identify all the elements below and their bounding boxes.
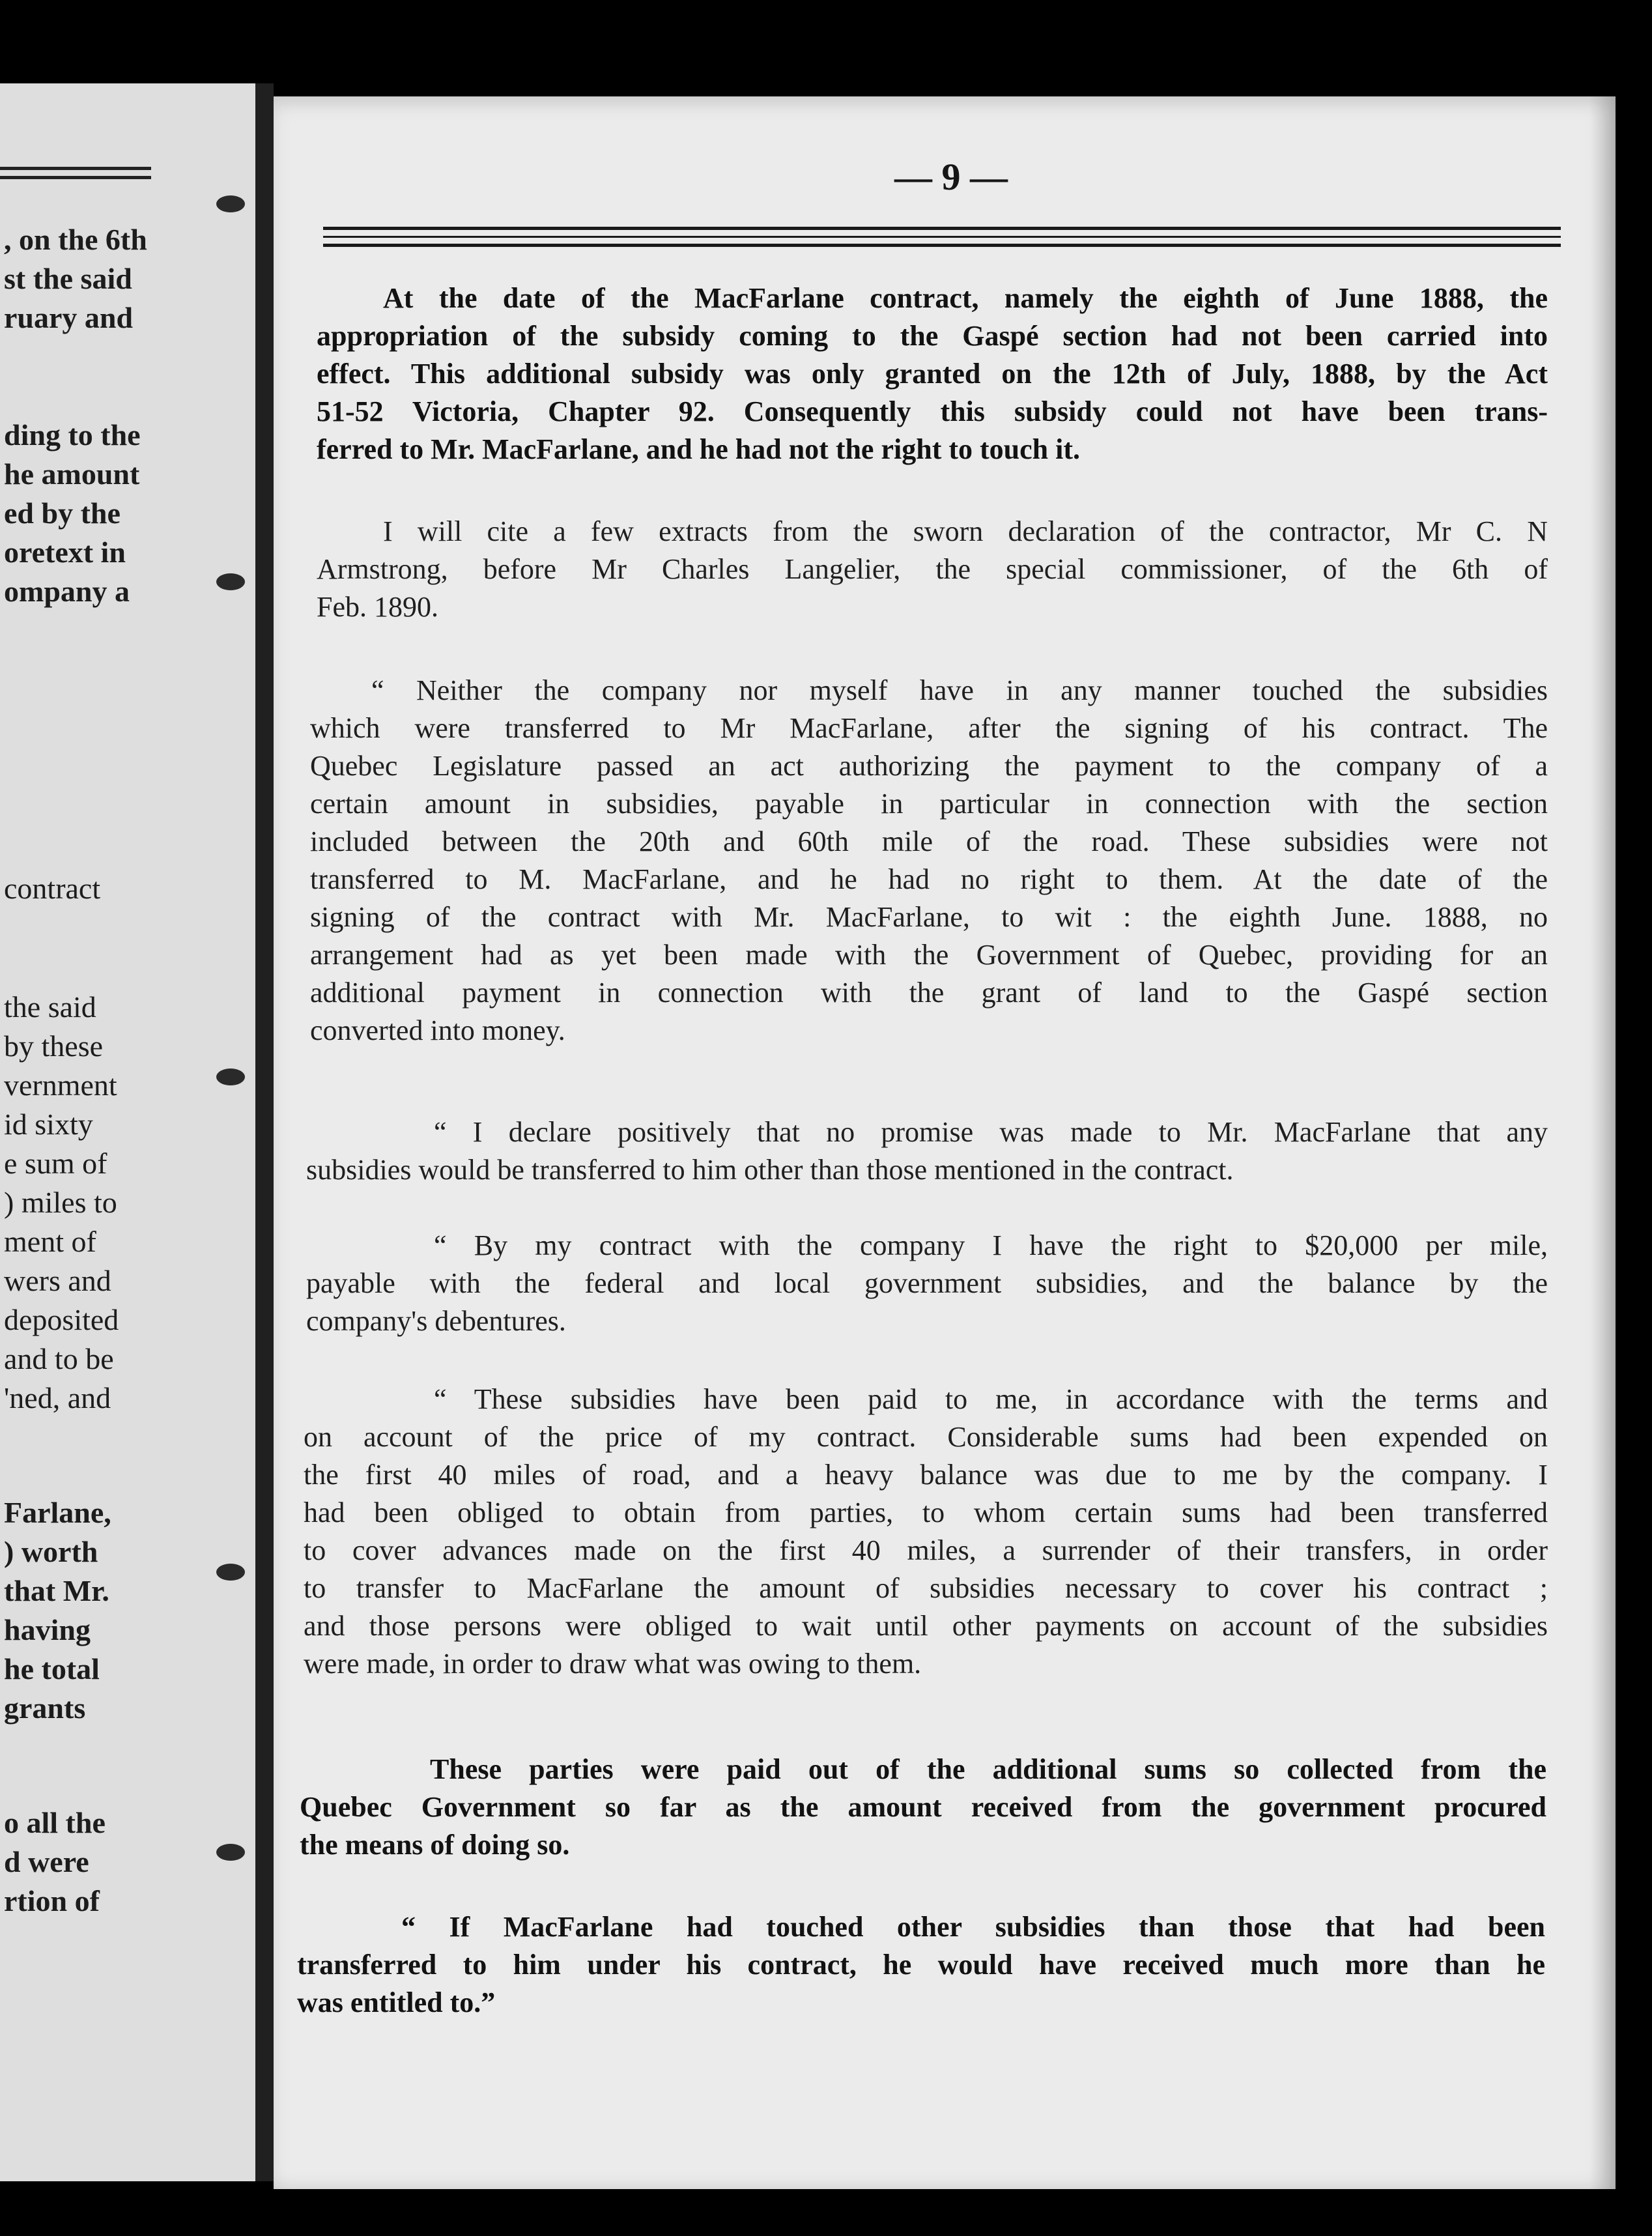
body-line: transferred to M. MacFarlane, and he had no right to them. At the date of the — [310, 863, 1548, 895]
body-line: certain amount in subsidies, payable in particular in connection with the section — [310, 788, 1548, 820]
body-line: “ These subsidies have been paid to me, in accordance with the terms and — [434, 1383, 1548, 1415]
page-edge-shadow — [1589, 96, 1616, 2189]
body-line: ferred to Mr. MacFarlane, and he had not the right to touch it. — [317, 433, 1080, 465]
left-page-line: he total — [4, 1652, 100, 1685]
header-rule — [323, 244, 1561, 247]
binding-stitch — [216, 1844, 245, 1861]
body-line: “ I declare positively that no promise was made to Mr. MacFarlane that any — [434, 1116, 1548, 1148]
binding-stitch — [216, 1564, 245, 1581]
body-line: Armstrong, before Mr Charles Langelier, the special commissioner, of the 6th of — [317, 553, 1548, 585]
body-line: were made, in order to draw what was owing to them. — [304, 1648, 922, 1680]
left-page-line: the said — [4, 990, 96, 1024]
left-page-line: by these — [4, 1029, 104, 1063]
body-line: subsidies would be transferred to him other than those mentioned in the contract. — [306, 1154, 1234, 1186]
left-page-line: ed by the — [4, 496, 121, 530]
left-page-line: grants — [4, 1691, 86, 1725]
body-line: on account of the price of my contract. Considerable sums had been expended on — [304, 1421, 1548, 1453]
body-line: appropriation of the subsidy coming to the Gaspé section had not been carried into — [317, 320, 1548, 352]
body-line: I will cite a few extracts from the sworn declaration of the contractor, Mr C. N — [383, 515, 1548, 547]
body-line: “ By my contract with the company I have the right to $20,000 per mile, — [434, 1229, 1548, 1261]
body-line: company's debentures. — [306, 1305, 566, 1337]
body-line: to transfer to MacFarlane the amount of subsidies necessary to cover his contract ; — [304, 1572, 1548, 1604]
binding-stitch — [216, 573, 245, 590]
left-page-line: wers and — [4, 1264, 111, 1297]
body-line: Quebec Government so far as the amount received from the government procured — [300, 1791, 1546, 1823]
body-line: to cover advances made on the first 40 miles, a surrender of their transfers, in order — [304, 1534, 1548, 1566]
left-page-line: e sum of — [4, 1147, 107, 1180]
body-line: 51-52 Victoria, Chapter 92. Consequently this subsidy could not have been trans- — [317, 395, 1548, 427]
left-page-line: st the said — [4, 262, 132, 295]
body-line: payable with the federal and local government subsidies, and the balance by the — [306, 1267, 1548, 1299]
left-page-line: that Mr. — [4, 1574, 109, 1607]
body-line: Quebec Legislature passed an act authorizing the payment to the company of a — [310, 750, 1548, 782]
body-line: effect. This additional subsidy was only granted on the 12th of July, 1888, by the Act — [317, 358, 1548, 390]
book-binding — [255, 83, 274, 2181]
body-line: which were transferred to Mr MacFarlane, after the signing of his contract. The — [310, 712, 1548, 744]
left-page-line: 'ned, and — [4, 1381, 111, 1414]
left-page-line: contract — [4, 872, 101, 905]
left-page-line: rtion of — [4, 1884, 100, 1917]
header-rule — [323, 227, 1561, 230]
left-page-line: Farlane, — [4, 1496, 111, 1529]
body-line: converted into money. — [310, 1014, 565, 1046]
body-line: arrangement had as yet been made with the Government of Quebec, providing for an — [310, 939, 1548, 971]
left-page-line: and to be — [4, 1342, 114, 1375]
left-page-line: ) miles to — [4, 1186, 117, 1219]
left-page-rule — [0, 176, 151, 179]
body-line: had been obliged to obtain from parties, to whom certain sums had been transferred — [304, 1497, 1548, 1528]
body-line: the first 40 miles of road, and a heavy balance was due to me by the company. I — [304, 1459, 1548, 1491]
body-line: “ If MacFarlane had touched other subsidies than those that had been — [401, 1911, 1545, 1943]
left-page-line: having — [4, 1613, 91, 1646]
left-page-rule — [0, 167, 151, 170]
left-page-line: ment of — [4, 1225, 96, 1258]
body-line: signing of the contract with Mr. MacFarlane, to wit : the eighth June. 1888, no — [310, 901, 1548, 933]
header-rule — [323, 236, 1561, 238]
left-page-line: , on the 6th — [4, 223, 147, 256]
binding-stitch — [216, 1068, 245, 1085]
body-line: At the date of the MacFarlane contract, namely the eighth of June 1888, the — [383, 282, 1548, 314]
page-number: — 9 — — [894, 156, 1008, 198]
body-line: included between the 20th and 60th mile of the road. These subsidies were not — [310, 825, 1548, 857]
previous-page-fragment — [0, 83, 255, 2181]
binding-stitch — [216, 195, 245, 212]
left-page-line: ompany a — [4, 575, 130, 608]
left-page-line: oretext in — [4, 536, 126, 569]
left-page-line: he amount — [4, 457, 140, 491]
left-page-line: id sixty — [4, 1108, 93, 1141]
left-page-line: ding to the — [4, 418, 141, 452]
body-line: “ Neither the company nor myself have in any manner touched the subsidies — [371, 674, 1548, 706]
left-page-line: o all the — [4, 1806, 106, 1839]
body-line: transferred to him under his contract, he would have received much more than he — [297, 1949, 1545, 1981]
left-page-line: vernment — [4, 1068, 117, 1102]
left-page-line: ) worth — [4, 1535, 98, 1568]
left-page-line: d were — [4, 1845, 89, 1878]
body-line: These parties were paid out of the additional sums so collected from the — [430, 1753, 1546, 1785]
document-page — [274, 96, 1616, 2189]
body-line: was entitled to.” — [297, 1986, 496, 2018]
body-line: the means of doing so. — [300, 1829, 570, 1861]
left-page-line: deposited — [4, 1303, 119, 1336]
body-line: Feb. 1890. — [317, 591, 438, 623]
body-line: additional payment in connection with the grant of land to the Gaspé section — [310, 977, 1548, 1009]
body-line: and those persons were obliged to wait until other payments on account of the subsidies — [304, 1610, 1548, 1642]
left-page-line: ruary and — [4, 301, 134, 334]
